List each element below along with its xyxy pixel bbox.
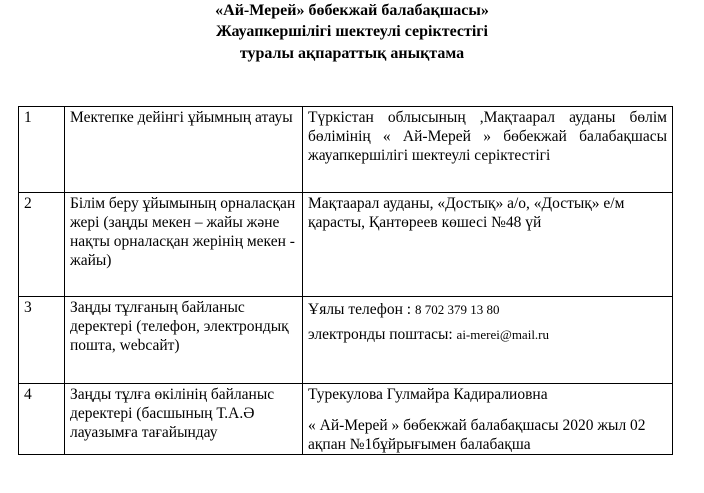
table-row (19, 384, 673, 455)
phone-value: 8 702 379 13 80 (414, 302, 500, 317)
title-line-2: Жауапкершілігі шектеулі серіктестігі (216, 23, 488, 40)
row-label: Мектепке дейінгі ұйымның атауы (65, 107, 303, 193)
row-label: Заңды тұлғаның байланыс деректері (телефон, электрондық пошта, webсайт) (65, 297, 303, 384)
title-line-1: «Ай-Мерей» бөбекжай балабақшасы» (215, 2, 489, 19)
row-label: Заңды тұлға өкілінің байланыс деректері (басшының Т.А.Ә лауазымға тағайындау (65, 384, 303, 455)
row-value: Түркістан облысының ,Мақтаарал ауданы бөлім бөлімінің « Ай-Мерей » бөбекжай балабақшасы жауапкершілігі шектеулі серіктестігі (303, 107, 673, 193)
row-value (303, 297, 673, 384)
phone-line (308, 300, 667, 319)
row-label: Білім беру ұйымының орналасқан жері (заңды мекен – жайы және нақты орналасқан жерінің мекен - жайы) (65, 193, 303, 297)
row-number: 4 (19, 384, 65, 455)
email-line (308, 325, 667, 344)
row-value: Мақтаарал ауданы, «Достық» а/о, «Достық» е/м қарасты, Қантөреев көшесі №48 үй (303, 193, 673, 297)
info-table (18, 106, 673, 455)
row-number: 2 (19, 193, 65, 297)
title-line-3: туралы ақпараттық анықтама (239, 45, 465, 62)
table-row (19, 107, 673, 193)
representative-name: Турекулова Гулмайра Кадиралиовна (308, 386, 548, 403)
row-value (303, 384, 673, 455)
row-number: 3 (19, 297, 65, 384)
table-row (19, 297, 673, 384)
row-number: 1 (19, 107, 65, 193)
appointment-order: « Ай-Мерей » бөбекжай балабақшасы 2020 жыл 02 ақпан №1бұйрығымен балабақша (308, 417, 646, 453)
email-label: электронды поштасы: (308, 326, 457, 343)
email-link[interactable]: ai-merei@mail.ru (456, 327, 550, 342)
phone-label: Ұялы телефон : (308, 301, 415, 318)
table-row (19, 193, 673, 297)
